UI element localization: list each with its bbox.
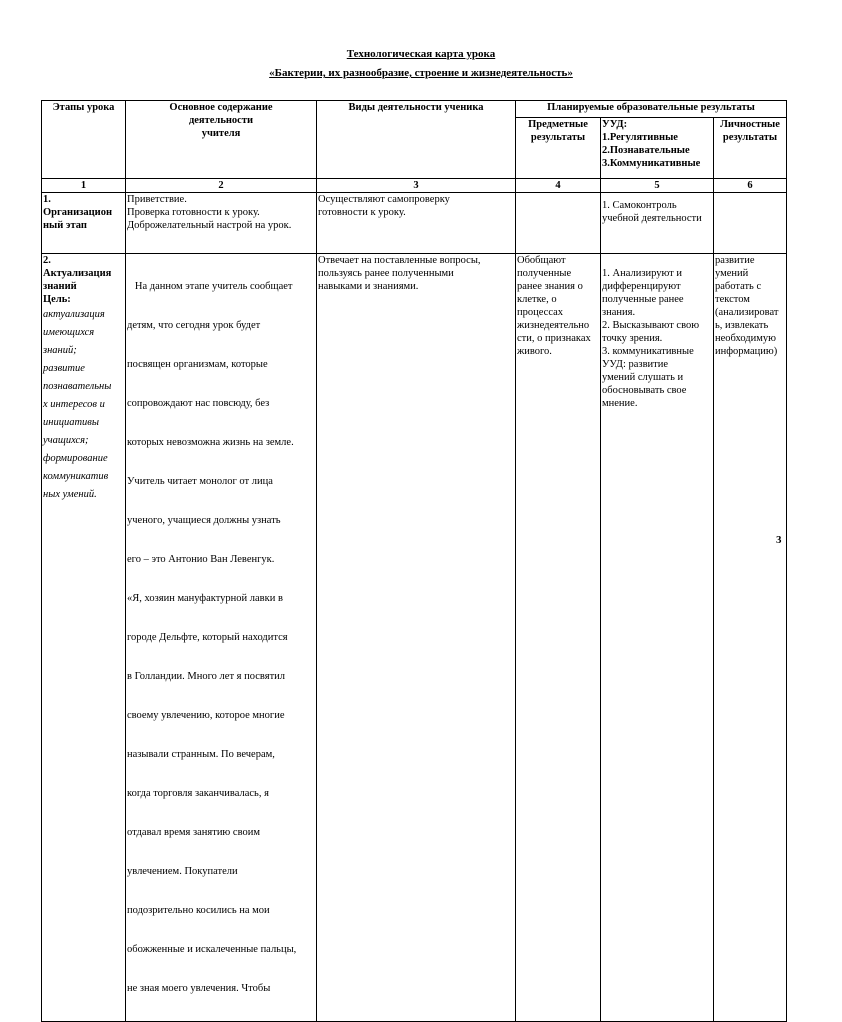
uud-cell: 1. Анализируют и дифференцируют полученные ранее знания. 2. Высказывают свою точку зрения. 3. коммуникативные УУД: развитие умений слушать и обосновывать свое мнение. [601, 254, 714, 1022]
stage-cell: 2. Актуализация знаний Цель: актуализация имеющихся знаний; развитие познавательны х интересов и инициативы учащихся; формирование коммуникатив ных умений. [42, 254, 126, 1022]
header-row [42, 101, 787, 118]
student-cell: Отвечает на поставленные вопросы, пользуясь ранее полученными навыками и знаниями. [317, 254, 516, 1022]
col-number: 6 [714, 179, 787, 193]
col-number: 5 [601, 179, 714, 193]
column-numbers-row [42, 179, 787, 193]
teacher-cell: На данном этапе учитель сообщает детям, что сегодня урок будет посвящен организмам, которые сопровождают нас повсюду, без которых невозможна жизнь на земле. Учитель читает монолог от лица ученого, учащиеся должны узнать его – это Антонио Ван Левенгук. «Я, хозяин мануфактурной лавки в городе Дельфте, который находится в Голландии. Много лет я посвятил своему увлечению, которое многие называли странным. По вечерам, когда торговля заканчивалась, я отдавал время занятию своим увлечением. Покупатели подозрительно косились на мои обожженные и искалеченные пальцы, не зная моего увлечения. Чтобы [126, 254, 317, 1022]
col-number: 4 [516, 179, 601, 193]
personal-cell [714, 193, 787, 254]
header-planned-results: Планируемые образовательные результаты [516, 101, 787, 118]
header-stages: Этапы урока [42, 101, 126, 179]
header-teacher-content: Основное содержание деятельности учителя [126, 101, 317, 179]
subject-cell [516, 193, 601, 254]
table-row [42, 254, 787, 1022]
document-subtitle: «Бактерии, их разнообразие, строение и жизнедеятельность» [269, 67, 573, 79]
header-subject-results: Предметные результаты [516, 118, 601, 179]
header-student-activity: Виды деятельности ученика [317, 101, 516, 179]
header-uud: УУД: 1.Регулятивные 2.Познавательные 3.Коммуникативные [601, 118, 714, 179]
col-number: 2 [126, 179, 317, 193]
student-cell: Осуществляют самопроверку готовности к уроку. [317, 193, 516, 254]
lesson-plan-table [41, 100, 787, 1022]
page-number: 3 [776, 534, 782, 546]
stage-cell: 1. Организацион ный этап [42, 193, 126, 254]
header-personal-results: Личностные результаты [714, 118, 787, 179]
col-number: 1 [42, 179, 126, 193]
subject-cell: Обобщают полученные ранее знания о клетке, о процессах жизнедеятельно сти, о признаках живого. [516, 254, 601, 1022]
document-title: Технологическая карта урока [346, 48, 496, 60]
table-row [42, 193, 787, 254]
uud-cell: 1. Самоконтроль учебной деятельности [601, 193, 714, 254]
col-number: 3 [317, 179, 516, 193]
teacher-cell: Приветствие. Проверка готовности к уроку. Доброжелательный настрой на урок. [126, 193, 317, 254]
personal-cell: развитие умений работать с текстом (анализироват ь, извлекать необходимую информацию) [714, 254, 787, 1022]
